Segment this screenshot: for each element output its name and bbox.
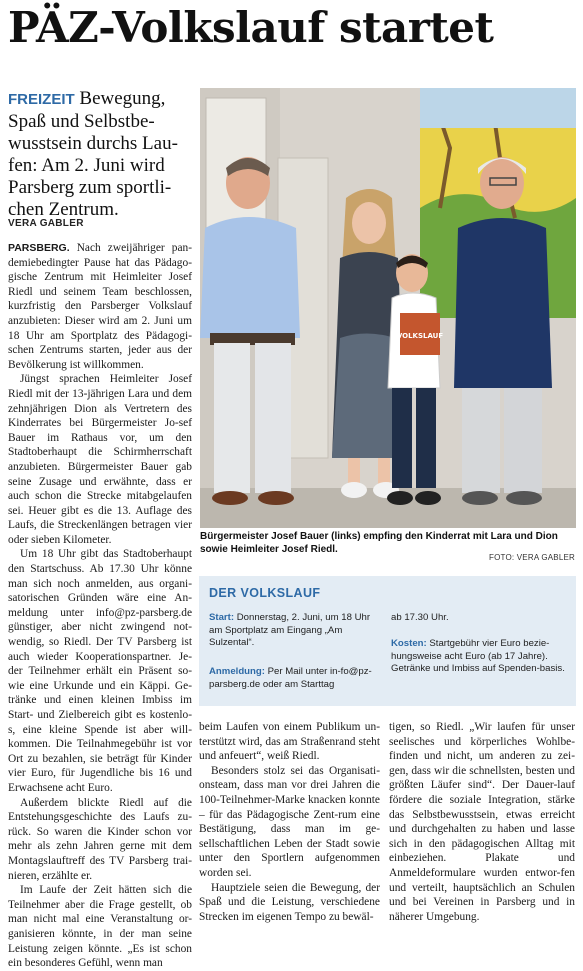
article-column-3 [389, 720, 575, 924]
info-kosten [391, 638, 566, 676]
photo-caption: Bürgermeister Josef Bauer (links) empfing den Kinderrat mit Lara und Dion sowie Heimleiter Josef Riedl. [200, 531, 558, 555]
paragraph-4: Außerdem blickte Riedl auf die Entstehungsgeschichte des Laufs zu-rück. So waren die Kinder schon vor mehr als zehn Jahren gerne mit dem Montagslauftreff des TV Parsberg trai-nieren, erzählte er. [8, 796, 192, 882]
info-start-text: Donnerstag, 2. Juni, um 18 Uhr am Sportplatz am Eingang „Am Sulzental“. [209, 612, 371, 649]
info-kosten-text: Startgebühr vier Euro bezie-hungsweise acht Euro (ab 17 Jahre). Getränke und Imbiss auf Spenden-basis. [391, 638, 565, 675]
volkslauf-sign-text: VOLKSLAUF [396, 332, 444, 340]
info-box [199, 576, 576, 706]
article-photo [200, 88, 576, 528]
info-anmeldung-label: Anmeldung: [209, 666, 265, 677]
photo-credit: FOTO: VERA GABLER [489, 553, 575, 562]
info-start [209, 612, 379, 650]
paragraph-7: Besonders stolz sei das Organisati-onsteam, dass man vor drei Jahren die 100-Teilnehmer-Marke knacken konnte – für das Pädagogische Zent-rum eine Bestätigung, dass man im ge-sellschaftlichen Leben der Stadt sowie unter den Sportlern aufgenommen worden sei. [199, 764, 380, 879]
paragraph-6: beim Laufen von einem Publikum un-terstützt wird, das am Straßenrand steht und anfeuert“, weiß Riedl. [199, 721, 380, 763]
dateline: PARSBERG. [8, 242, 70, 254]
article-column-1 [8, 241, 192, 971]
info-ab-time: ab 17.30 Uhr. [391, 612, 449, 623]
teaser-kicker: FREIZEIT [8, 91, 75, 108]
paragraph-1 [8, 241, 192, 372]
paragraph-3: Um 18 Uhr gibt das Stadtoberhaupt den Startschuss. Ab 17.30 Uhr könne man sich noch anmelden, aus organi-satorischen Gründen wäre eine An-meldung unter info@pz-parsberg.de günstiger, aber nicht zwingend not-wendig, so Riedl. Der TV Parsberg ist auch wieder Kooperationspartner. Je-der Teilnehmer erhält ein Präsent so-wie eine Urkunde und ein Käppi. Ge-tränke und einen kleinen Imbiss im Start- und Zielbereich gibt es kostenlo-s, eine kleine Spende ist aber will-kommen. Die Teilnahmegebühr ist vor Ort zu bezahlen, sie beträgt für Kinder vier Euro, für Jugendliche bis 16 und Erwachsene acht Euro. [8, 548, 192, 794]
author-byline: VERA GABLER [8, 218, 84, 229]
headline: PÄZ-Volkslauf startet [8, 3, 494, 52]
paragraph-1-text: Nach zweijähriger pan-demiebedingter Pause hat das Pädago-gische Zentrum mit Heimleiter Josef Riedl und seinem Team beschlossen, kurzfristig den Parsberger Volkslauf anzubieten: Dieser wird am 2. Juni um 18 Uhr am Sportplatz des Pädagogi-schen Zentrums starten, jeder aus der Bevölkerung ist willkommen. [8, 242, 192, 371]
paragraph-5: Im Laufe der Zeit hätten sich die Teilnehmer aber die Frage gestellt, ob man nicht mal eine Veranstaltung or-ganisieren könnte, in der man seine Leistung zeigen könnte. „Es ist schon ein besonderes Gefühl, wenn man [8, 884, 192, 970]
info-start-label: Start: [209, 612, 235, 623]
paragraph-8: Hauptziele seien die Bewegung, der Spaß und die Leistung, verschiedene Strecken im eigenen Tempo zu bewäl- [199, 881, 380, 923]
article-column-2 [199, 720, 380, 924]
teaser [8, 88, 193, 221]
teaser-text: Bewegung, Spaß und Selbstbe-wusstsein durchs Lau-fen: Am 2. Juni wird Parsberg zum sportli-chen Zentrum. [8, 88, 178, 220]
info-anmeldung [209, 666, 379, 691]
paragraph-9: tigen, so Riedl. „Wir laufen für unser seelisches und körperliches Wohlbe-finden und nicht, um anderen zu zei-gen, dass wir die schnellsten, besten und größten Läufer sind“. Der Dauer-lauf fördere die soziale Integration, stärke das Selbstbewusstsein, etwas erreicht und durchgehalten zu haben und lasse sich in den pädagogischen Alltag mit einbeziehen. Plakate und Anmeldeformulare wurden entwor-fen und verteilt, hauptsächlich an Schulen und bei Vereinen in Parsberg und in näherer Umgebung. [389, 721, 575, 923]
paragraph-2: Jüngst sprachen Heimleiter Josef Riedl mit der 13-jährigen Lara und dem zehnjährigen Dion als Vertretern des Kinderrates bei Bürgermeister Jo-sef Bauer im Rathaus vor, um den Stadtoberhaupt die Schirmherrschaft anzubieten. Bürgermeister Bauer gab seine Zusage und erwähnte, dass er auch schon die Strecke mitabgelaufen sei. Heuer gibt es die 13. Auflage des Laufs, die Streckenlängen betragen vier oder sieben Kilometer. [8, 373, 192, 546]
info-anmeldung-text: Per Mail unter in-fo@pz-parsberg.de oder am Starttag [209, 666, 372, 690]
info-box-title: DER VOLKSLAUF [209, 586, 321, 600]
info-kosten-label: Kosten: [391, 638, 427, 649]
photo-illustration [200, 88, 576, 528]
